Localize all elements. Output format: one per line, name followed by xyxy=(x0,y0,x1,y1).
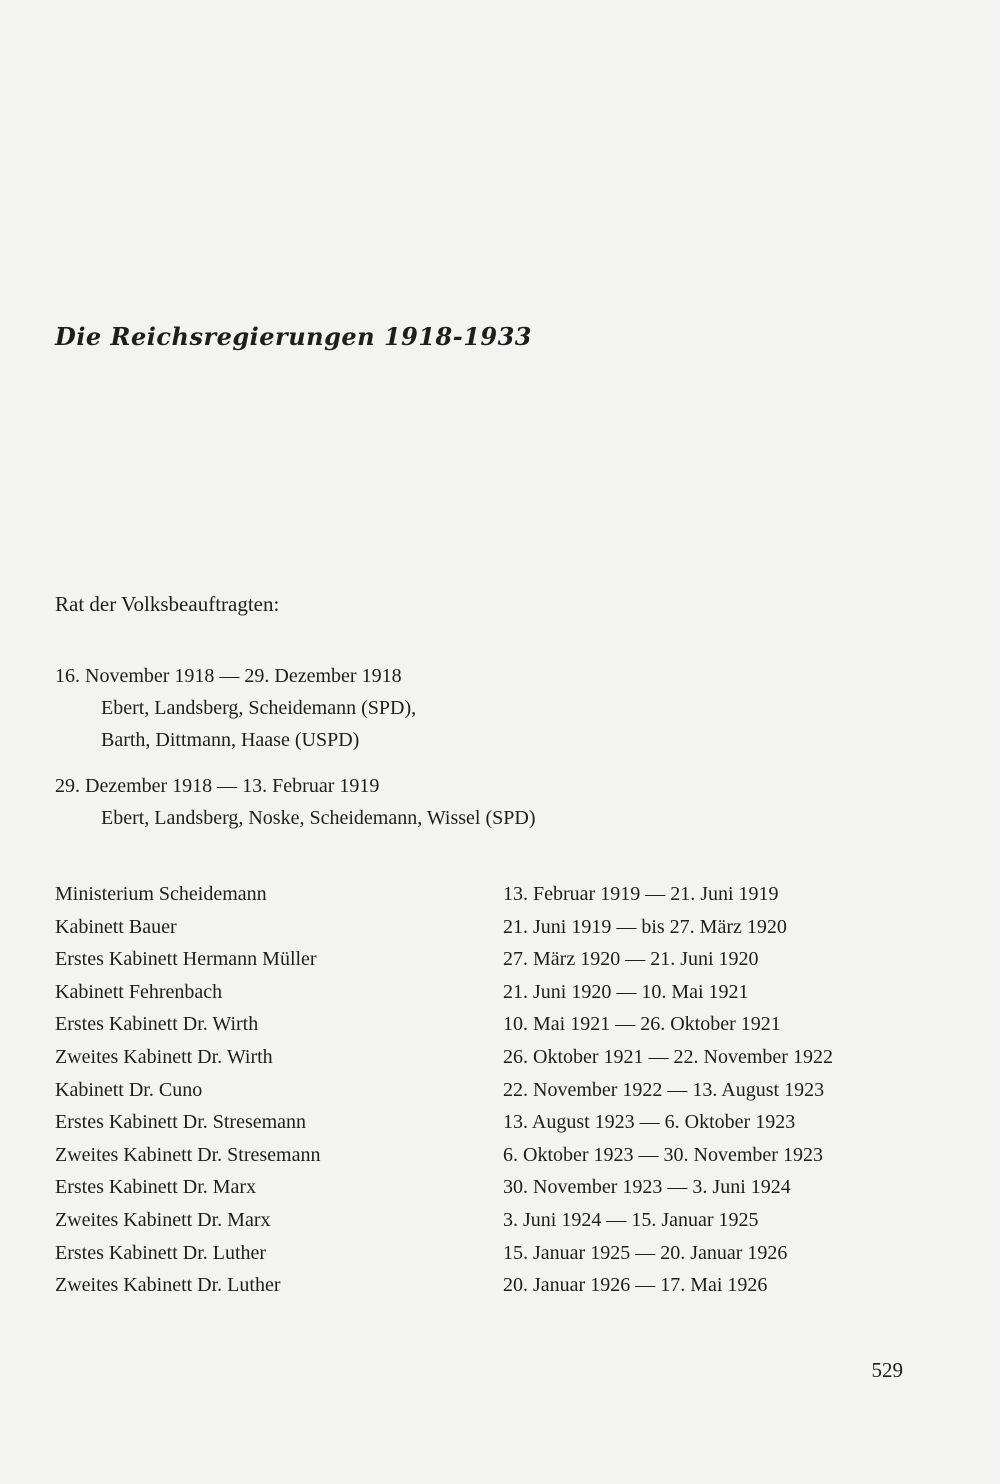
cabinet-period: 10. Mai 1921 — 26. Oktober 1921 xyxy=(503,1013,781,1036)
cabinet-period: 6. Oktober 1923 — 30. November 1923 xyxy=(503,1143,823,1166)
cabinet-name: Kabinett Dr. Cuno xyxy=(55,1078,203,1101)
cabinet-period: 3. Juni 1924 — 15. Januar 1925 xyxy=(503,1208,759,1231)
council-period-dates: 29. Dezember 1918 — 13. Februar 1919 xyxy=(55,775,380,797)
council-heading: Rat der Volksbeauftragten: xyxy=(55,592,280,616)
cabinet-name: Erstes Kabinett Dr. Marx xyxy=(55,1176,257,1199)
cabinet-period: 15. Januar 1925 — 20. Januar 1926 xyxy=(503,1241,788,1264)
cabinet-row xyxy=(55,911,905,944)
council-members-line: Barth, Dittmann, Haase (USPD) xyxy=(101,729,360,751)
cabinet-row xyxy=(55,1139,905,1172)
cabinet-period: 20. Januar 1926 — 17. Mai 1926 xyxy=(503,1274,768,1297)
council-period xyxy=(55,770,536,834)
cabinet-period: 13. August 1923 — 6. Oktober 1923 xyxy=(503,1111,796,1134)
council-members-line: Ebert, Landsberg, Noske, Scheidemann, Wissel (SPD) xyxy=(101,807,536,829)
cabinet-period: 21. Juni 1920 — 10. Mai 1921 xyxy=(503,980,749,1003)
cabinet-list xyxy=(55,878,905,1302)
cabinet-row xyxy=(55,1074,905,1107)
cabinet-name: Zweites Kabinett Dr. Stresemann xyxy=(55,1143,321,1166)
page-number: 529 xyxy=(871,1358,903,1382)
cabinet-row xyxy=(55,1041,905,1074)
page-title: Die Reichsregierungen 1918-1933 xyxy=(55,322,532,351)
cabinet-name: Erstes Kabinett Dr. Luther xyxy=(55,1241,267,1264)
cabinet-row xyxy=(55,1269,905,1302)
council-period xyxy=(55,660,416,756)
cabinet-name: Kabinett Fehrenbach xyxy=(55,980,223,1003)
council-members-line: Ebert, Landsberg, Scheidemann (SPD), xyxy=(101,697,417,719)
cabinet-period: 21. Juni 1919 — bis 27. März 1920 xyxy=(503,915,787,938)
cabinet-name: Zweites Kabinett Dr. Luther xyxy=(55,1274,281,1297)
cabinet-period: 26. Oktober 1921 — 22. November 1922 xyxy=(503,1045,833,1068)
cabinet-period: 30. November 1923 — 3. Juni 1924 xyxy=(503,1176,791,1199)
cabinet-name: Erstes Kabinett Dr. Stresemann xyxy=(55,1111,307,1134)
cabinet-name: Erstes Kabinett Hermann Müller xyxy=(55,948,317,971)
cabinet-period: 27. März 1920 — 21. Juni 1920 xyxy=(503,948,759,971)
cabinet-name: Zweites Kabinett Dr. Wirth xyxy=(55,1045,273,1068)
cabinet-row xyxy=(55,1204,905,1237)
cabinet-name: Zweites Kabinett Dr. Marx xyxy=(55,1208,271,1231)
cabinet-period: 22. November 1922 — 13. August 1923 xyxy=(503,1078,825,1101)
cabinet-row xyxy=(55,878,905,911)
cabinet-name: Erstes Kabinett Dr. Wirth xyxy=(55,1013,259,1036)
cabinet-row xyxy=(55,1106,905,1139)
cabinet-name: Kabinett Bauer xyxy=(55,915,177,938)
cabinet-row xyxy=(55,1171,905,1204)
cabinet-row xyxy=(55,943,905,976)
cabinet-period: 13. Februar 1919 — 21. Juni 1919 xyxy=(503,883,779,905)
council-period-dates: 16. November 1918 — 29. Dezember 1918 xyxy=(55,665,402,687)
cabinet-row xyxy=(55,1237,905,1270)
cabinet-row xyxy=(55,976,905,1009)
cabinet-row xyxy=(55,1008,905,1041)
cabinet-name: Ministerium Scheidemann xyxy=(55,883,267,905)
